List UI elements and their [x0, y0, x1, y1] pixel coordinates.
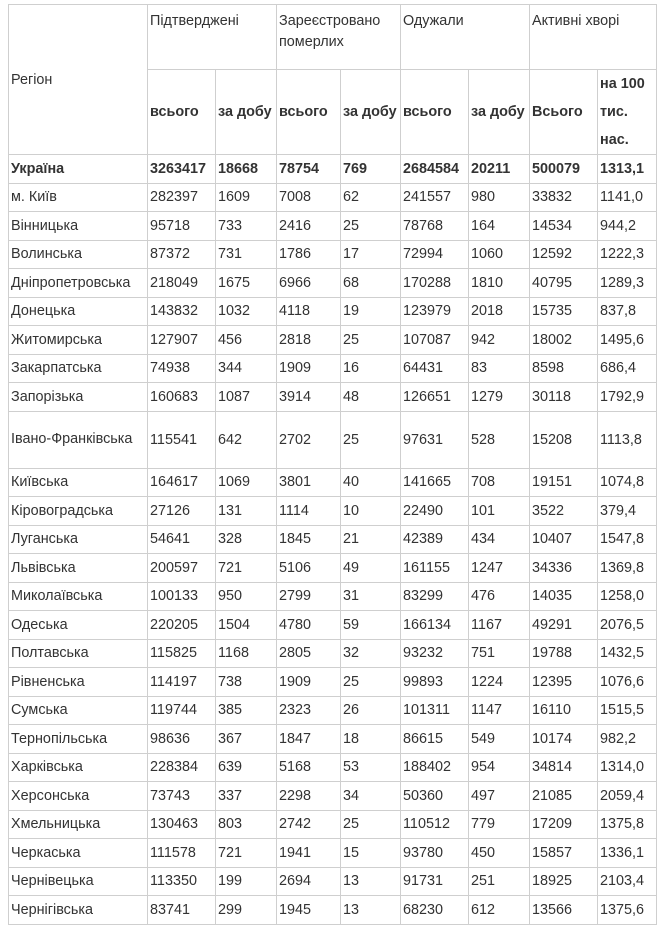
confirmed-total-cell: 95718 — [148, 212, 216, 241]
recovered-total-cell: 2684584 — [401, 155, 469, 184]
deaths-daily-cell: 26 — [341, 696, 401, 725]
table-body — [9, 155, 657, 925]
table-row — [9, 326, 657, 355]
confirmed-daily-cell: 385 — [216, 696, 277, 725]
active-per100k-cell: 1495,6 — [598, 326, 657, 355]
active-total-cell: 10174 — [530, 725, 598, 754]
table-row — [9, 668, 657, 697]
deaths-daily-cell: 34 — [341, 782, 401, 811]
deaths-daily-cell: 13 — [341, 896, 401, 925]
table-row — [9, 696, 657, 725]
confirmed-daily-cell: 344 — [216, 354, 277, 383]
deaths-daily-cell: 25 — [341, 326, 401, 355]
active-per100k-cell: 1141,0 — [598, 183, 657, 212]
confirmed-daily-cell: 1087 — [216, 383, 277, 412]
header-row-groups — [9, 5, 657, 70]
region-name-cell: Запорізька — [9, 383, 148, 412]
region-name-cell: Дніпропетровська — [9, 269, 148, 298]
header-region: Регіон — [9, 5, 148, 155]
deaths-total-cell: 2818 — [277, 326, 341, 355]
confirmed-total-cell: 100133 — [148, 582, 216, 611]
active-total-cell: 34814 — [530, 753, 598, 782]
recovered-daily-cell: 1810 — [469, 269, 530, 298]
confirmed-total-cell: 98636 — [148, 725, 216, 754]
confirmed-daily-cell: 1675 — [216, 269, 277, 298]
confirmed-total-cell: 282397 — [148, 183, 216, 212]
recovered-total-cell: 101311 — [401, 696, 469, 725]
recovered-total-cell: 141665 — [401, 468, 469, 497]
recovered-daily-cell: 164 — [469, 212, 530, 241]
recovered-daily-cell: 476 — [469, 582, 530, 611]
deaths-daily-cell: 31 — [341, 582, 401, 611]
recovered-daily-cell: 954 — [469, 753, 530, 782]
recovered-total-cell: 166134 — [401, 611, 469, 640]
active-per100k-cell: 2076,5 — [598, 611, 657, 640]
active-total-cell: 33832 — [530, 183, 598, 212]
region-name-cell: Україна — [9, 155, 148, 184]
deaths-total-cell: 3914 — [277, 383, 341, 412]
recovered-total-cell: 161155 — [401, 554, 469, 583]
recovered-daily-cell: 83 — [469, 354, 530, 383]
active-per100k-cell: 1515,5 — [598, 696, 657, 725]
region-name-cell: Івано-Франківська — [9, 411, 148, 468]
active-total-cell: 12592 — [530, 240, 598, 269]
recovered-total-cell: 68230 — [401, 896, 469, 925]
active-total-cell: 17209 — [530, 810, 598, 839]
region-name-cell: Черкаська — [9, 839, 148, 868]
region-name-cell: Чернігівська — [9, 896, 148, 925]
deaths-total-cell: 7008 — [277, 183, 341, 212]
recovered-daily-cell: 20211 — [469, 155, 530, 184]
recovered-daily-cell: 612 — [469, 896, 530, 925]
active-total-cell: 10407 — [530, 525, 598, 554]
table-row — [9, 554, 657, 583]
deaths-total-cell: 5106 — [277, 554, 341, 583]
recovered-total-cell: 86615 — [401, 725, 469, 754]
active-per100k-cell: 1076,6 — [598, 668, 657, 697]
confirmed-total-cell: 27126 — [148, 497, 216, 526]
region-name-cell: Чернівецька — [9, 867, 148, 896]
region-name-cell: Донецька — [9, 297, 148, 326]
recovered-total-cell: 188402 — [401, 753, 469, 782]
recovered-total-cell: 126651 — [401, 383, 469, 412]
confirmed-daily-cell: 1168 — [216, 639, 277, 668]
active-per100k-cell: 1113,8 — [598, 411, 657, 468]
active-total-cell: 16110 — [530, 696, 598, 725]
recovered-daily-cell: 434 — [469, 525, 530, 554]
table-row — [9, 867, 657, 896]
deaths-daily-cell: 40 — [341, 468, 401, 497]
table-row — [9, 611, 657, 640]
confirmed-total-cell: 54641 — [148, 525, 216, 554]
recovered-daily-cell: 251 — [469, 867, 530, 896]
deaths-total-cell: 2323 — [277, 696, 341, 725]
deaths-total-cell: 5168 — [277, 753, 341, 782]
recovered-total-cell: 123979 — [401, 297, 469, 326]
region-name-cell: Луганська — [9, 525, 148, 554]
table-row — [9, 525, 657, 554]
table-row — [9, 753, 657, 782]
confirmed-daily-cell: 456 — [216, 326, 277, 355]
recovered-daily-cell: 779 — [469, 810, 530, 839]
confirmed-daily-cell: 642 — [216, 411, 277, 468]
table-row — [9, 383, 657, 412]
recovered-total-cell: 97631 — [401, 411, 469, 468]
confirmed-daily-cell: 950 — [216, 582, 277, 611]
region-name-cell: Хмельницька — [9, 810, 148, 839]
recovered-total-cell: 110512 — [401, 810, 469, 839]
deaths-total-cell: 1945 — [277, 896, 341, 925]
confirmed-total-cell: 119744 — [148, 696, 216, 725]
table-row — [9, 269, 657, 298]
confirmed-daily-cell: 199 — [216, 867, 277, 896]
confirmed-daily-cell: 1609 — [216, 183, 277, 212]
confirmed-total-cell: 73743 — [148, 782, 216, 811]
deaths-daily-cell: 62 — [341, 183, 401, 212]
deaths-total-cell: 2694 — [277, 867, 341, 896]
recovered-total-cell: 93780 — [401, 839, 469, 868]
region-name-cell: Вінницька — [9, 212, 148, 241]
deaths-daily-cell: 32 — [341, 639, 401, 668]
active-total-cell: 15208 — [530, 411, 598, 468]
deaths-daily-cell: 16 — [341, 354, 401, 383]
recovered-total-cell: 78768 — [401, 212, 469, 241]
active-per100k-cell: 944,2 — [598, 212, 657, 241]
recovered-total-cell: 64431 — [401, 354, 469, 383]
recovered-total-cell: 72994 — [401, 240, 469, 269]
confirmed-total-cell: 160683 — [148, 383, 216, 412]
region-name-cell: Сумська — [9, 696, 148, 725]
recovered-daily-cell: 101 — [469, 497, 530, 526]
active-total-cell: 3522 — [530, 497, 598, 526]
header-active-per100k: на 100 тис. нас. — [598, 70, 657, 155]
active-per100k-cell: 1336,1 — [598, 839, 657, 868]
active-per100k-cell: 1432,5 — [598, 639, 657, 668]
region-name-cell: Кіровоградська — [9, 497, 148, 526]
region-name-cell: Херсонська — [9, 782, 148, 811]
header-active: Активні хворі — [530, 5, 657, 70]
deaths-total-cell: 2805 — [277, 639, 341, 668]
recovered-daily-cell: 1279 — [469, 383, 530, 412]
active-total-cell: 18002 — [530, 326, 598, 355]
region-name-cell: Житомирська — [9, 326, 148, 355]
active-per100k-cell: 837,8 — [598, 297, 657, 326]
active-total-cell: 49291 — [530, 611, 598, 640]
active-per100k-cell: 1792,9 — [598, 383, 657, 412]
confirmed-daily-cell: 131 — [216, 497, 277, 526]
active-per100k-cell: 1369,8 — [598, 554, 657, 583]
deaths-daily-cell: 18 — [341, 725, 401, 754]
confirmed-total-cell: 83741 — [148, 896, 216, 925]
confirmed-daily-cell: 731 — [216, 240, 277, 269]
region-name-cell: Львівська — [9, 554, 148, 583]
active-per100k-cell: 2103,4 — [598, 867, 657, 896]
deaths-daily-cell: 49 — [341, 554, 401, 583]
confirmed-total-cell: 3263417 — [148, 155, 216, 184]
deaths-daily-cell: 25 — [341, 411, 401, 468]
recovered-total-cell: 93232 — [401, 639, 469, 668]
active-total-cell: 14534 — [530, 212, 598, 241]
deaths-total-cell: 1845 — [277, 525, 341, 554]
table-row — [9, 212, 657, 241]
recovered-daily-cell: 942 — [469, 326, 530, 355]
deaths-daily-cell: 25 — [341, 810, 401, 839]
confirmed-total-cell: 130463 — [148, 810, 216, 839]
confirmed-total-cell: 111578 — [148, 839, 216, 868]
table-row — [9, 839, 657, 868]
deaths-daily-cell: 19 — [341, 297, 401, 326]
active-total-cell: 500079 — [530, 155, 598, 184]
confirmed-daily-cell: 733 — [216, 212, 277, 241]
header-deaths-daily: за добу — [341, 70, 401, 155]
recovered-daily-cell: 1247 — [469, 554, 530, 583]
header-active-total: Всього — [530, 70, 598, 155]
confirmed-daily-cell: 1069 — [216, 468, 277, 497]
region-name-cell: Волинська — [9, 240, 148, 269]
region-name-cell: Полтавська — [9, 639, 148, 668]
active-total-cell: 19788 — [530, 639, 598, 668]
confirmed-daily-cell: 367 — [216, 725, 277, 754]
region-name-cell: Одеська — [9, 611, 148, 640]
recovered-daily-cell: 2018 — [469, 297, 530, 326]
deaths-daily-cell: 21 — [341, 525, 401, 554]
recovered-total-cell: 22490 — [401, 497, 469, 526]
deaths-total-cell: 1941 — [277, 839, 341, 868]
active-total-cell: 15735 — [530, 297, 598, 326]
active-total-cell: 21085 — [530, 782, 598, 811]
deaths-total-cell: 1114 — [277, 497, 341, 526]
deaths-daily-cell: 25 — [341, 212, 401, 241]
table-row — [9, 725, 657, 754]
table-row — [9, 782, 657, 811]
region-name-cell: Харківська — [9, 753, 148, 782]
deaths-total-cell: 78754 — [277, 155, 341, 184]
table-header — [9, 5, 657, 155]
region-name-cell: Закарпатська — [9, 354, 148, 383]
confirmed-total-cell: 164617 — [148, 468, 216, 497]
confirmed-total-cell: 115541 — [148, 411, 216, 468]
deaths-total-cell: 2702 — [277, 411, 341, 468]
confirmed-total-cell: 228384 — [148, 753, 216, 782]
active-per100k-cell: 1258,0 — [598, 582, 657, 611]
table-row — [9, 468, 657, 497]
region-name-cell: Тернопільська — [9, 725, 148, 754]
recovered-total-cell: 42389 — [401, 525, 469, 554]
header-recovered-daily: за добу — [469, 70, 530, 155]
header-deaths: Зареєстровано померлих — [277, 5, 401, 70]
header-recovered-total: всього — [401, 70, 469, 155]
table-row — [9, 297, 657, 326]
deaths-daily-cell: 25 — [341, 668, 401, 697]
confirmed-daily-cell: 721 — [216, 839, 277, 868]
header-confirmed-daily: за добу — [216, 70, 277, 155]
confirmed-total-cell: 115825 — [148, 639, 216, 668]
active-per100k-cell: 1289,3 — [598, 269, 657, 298]
active-total-cell: 19151 — [530, 468, 598, 497]
header-deaths-total: всього — [277, 70, 341, 155]
active-per100k-cell: 2059,4 — [598, 782, 657, 811]
deaths-total-cell: 2799 — [277, 582, 341, 611]
recovered-daily-cell: 549 — [469, 725, 530, 754]
active-per100k-cell: 1314,0 — [598, 753, 657, 782]
deaths-total-cell: 1847 — [277, 725, 341, 754]
deaths-total-cell: 3801 — [277, 468, 341, 497]
confirmed-daily-cell: 803 — [216, 810, 277, 839]
table-row — [9, 896, 657, 925]
table-row — [9, 810, 657, 839]
deaths-total-cell: 6966 — [277, 269, 341, 298]
covid-stats-table — [8, 4, 657, 925]
deaths-total-cell: 2416 — [277, 212, 341, 241]
active-total-cell: 14035 — [530, 582, 598, 611]
confirmed-daily-cell: 337 — [216, 782, 277, 811]
recovered-daily-cell: 1060 — [469, 240, 530, 269]
region-name-cell: Рівненська — [9, 668, 148, 697]
active-per100k-cell: 982,2 — [598, 725, 657, 754]
recovered-daily-cell: 1147 — [469, 696, 530, 725]
recovered-total-cell: 170288 — [401, 269, 469, 298]
active-per100k-cell: 1222,3 — [598, 240, 657, 269]
deaths-total-cell: 2742 — [277, 810, 341, 839]
deaths-daily-cell: 68 — [341, 269, 401, 298]
recovered-total-cell: 91731 — [401, 867, 469, 896]
active-total-cell: 8598 — [530, 354, 598, 383]
active-per100k-cell: 686,4 — [598, 354, 657, 383]
confirmed-daily-cell: 721 — [216, 554, 277, 583]
recovered-total-cell: 83299 — [401, 582, 469, 611]
recovered-daily-cell: 980 — [469, 183, 530, 212]
table-row — [9, 582, 657, 611]
confirmed-total-cell: 218049 — [148, 269, 216, 298]
active-total-cell: 13566 — [530, 896, 598, 925]
table-row — [9, 411, 657, 468]
recovered-total-cell: 50360 — [401, 782, 469, 811]
confirmed-daily-cell: 1032 — [216, 297, 277, 326]
deaths-total-cell: 2298 — [277, 782, 341, 811]
deaths-daily-cell: 15 — [341, 839, 401, 868]
active-total-cell: 40795 — [530, 269, 598, 298]
active-total-cell: 12395 — [530, 668, 598, 697]
table-row — [9, 155, 657, 184]
confirmed-total-cell: 114197 — [148, 668, 216, 697]
table-row — [9, 354, 657, 383]
recovered-daily-cell: 1224 — [469, 668, 530, 697]
deaths-daily-cell: 10 — [341, 497, 401, 526]
confirmed-daily-cell: 738 — [216, 668, 277, 697]
deaths-total-cell: 1909 — [277, 668, 341, 697]
active-total-cell: 15857 — [530, 839, 598, 868]
deaths-total-cell: 4780 — [277, 611, 341, 640]
confirmed-daily-cell: 18668 — [216, 155, 277, 184]
confirmed-daily-cell: 299 — [216, 896, 277, 925]
recovered-daily-cell: 1167 — [469, 611, 530, 640]
active-per100k-cell: 1313,1 — [598, 155, 657, 184]
table-row — [9, 497, 657, 526]
active-total-cell: 34336 — [530, 554, 598, 583]
active-per100k-cell: 1375,8 — [598, 810, 657, 839]
confirmed-total-cell: 200597 — [148, 554, 216, 583]
deaths-daily-cell: 13 — [341, 867, 401, 896]
region-name-cell: м. Київ — [9, 183, 148, 212]
active-per100k-cell: 379,4 — [598, 497, 657, 526]
deaths-daily-cell: 769 — [341, 155, 401, 184]
deaths-daily-cell: 17 — [341, 240, 401, 269]
recovered-total-cell: 241557 — [401, 183, 469, 212]
confirmed-total-cell: 74938 — [148, 354, 216, 383]
active-total-cell: 18925 — [530, 867, 598, 896]
recovered-daily-cell: 708 — [469, 468, 530, 497]
active-per100k-cell: 1375,6 — [598, 896, 657, 925]
recovered-daily-cell: 450 — [469, 839, 530, 868]
header-recovered: Одужали — [401, 5, 530, 70]
confirmed-total-cell: 127907 — [148, 326, 216, 355]
deaths-daily-cell: 48 — [341, 383, 401, 412]
deaths-daily-cell: 53 — [341, 753, 401, 782]
active-per100k-cell: 1074,8 — [598, 468, 657, 497]
active-total-cell: 30118 — [530, 383, 598, 412]
recovered-daily-cell: 528 — [469, 411, 530, 468]
confirmed-total-cell: 143832 — [148, 297, 216, 326]
region-name-cell: Миколаївська — [9, 582, 148, 611]
recovered-daily-cell: 497 — [469, 782, 530, 811]
active-per100k-cell: 1547,8 — [598, 525, 657, 554]
region-name-cell: Київська — [9, 468, 148, 497]
header-confirmed-total: всього — [148, 70, 216, 155]
table-row — [9, 639, 657, 668]
deaths-daily-cell: 59 — [341, 611, 401, 640]
confirmed-daily-cell: 1504 — [216, 611, 277, 640]
confirmed-daily-cell: 639 — [216, 753, 277, 782]
header-confirmed: Підтверджені — [148, 5, 277, 70]
recovered-total-cell: 99893 — [401, 668, 469, 697]
confirmed-total-cell: 113350 — [148, 867, 216, 896]
confirmed-total-cell: 87372 — [148, 240, 216, 269]
confirmed-daily-cell: 328 — [216, 525, 277, 554]
confirmed-total-cell: 220205 — [148, 611, 216, 640]
deaths-total-cell: 4118 — [277, 297, 341, 326]
recovered-daily-cell: 751 — [469, 639, 530, 668]
recovered-total-cell: 107087 — [401, 326, 469, 355]
table-row — [9, 183, 657, 212]
deaths-total-cell: 1909 — [277, 354, 341, 383]
table-row — [9, 240, 657, 269]
deaths-total-cell: 1786 — [277, 240, 341, 269]
